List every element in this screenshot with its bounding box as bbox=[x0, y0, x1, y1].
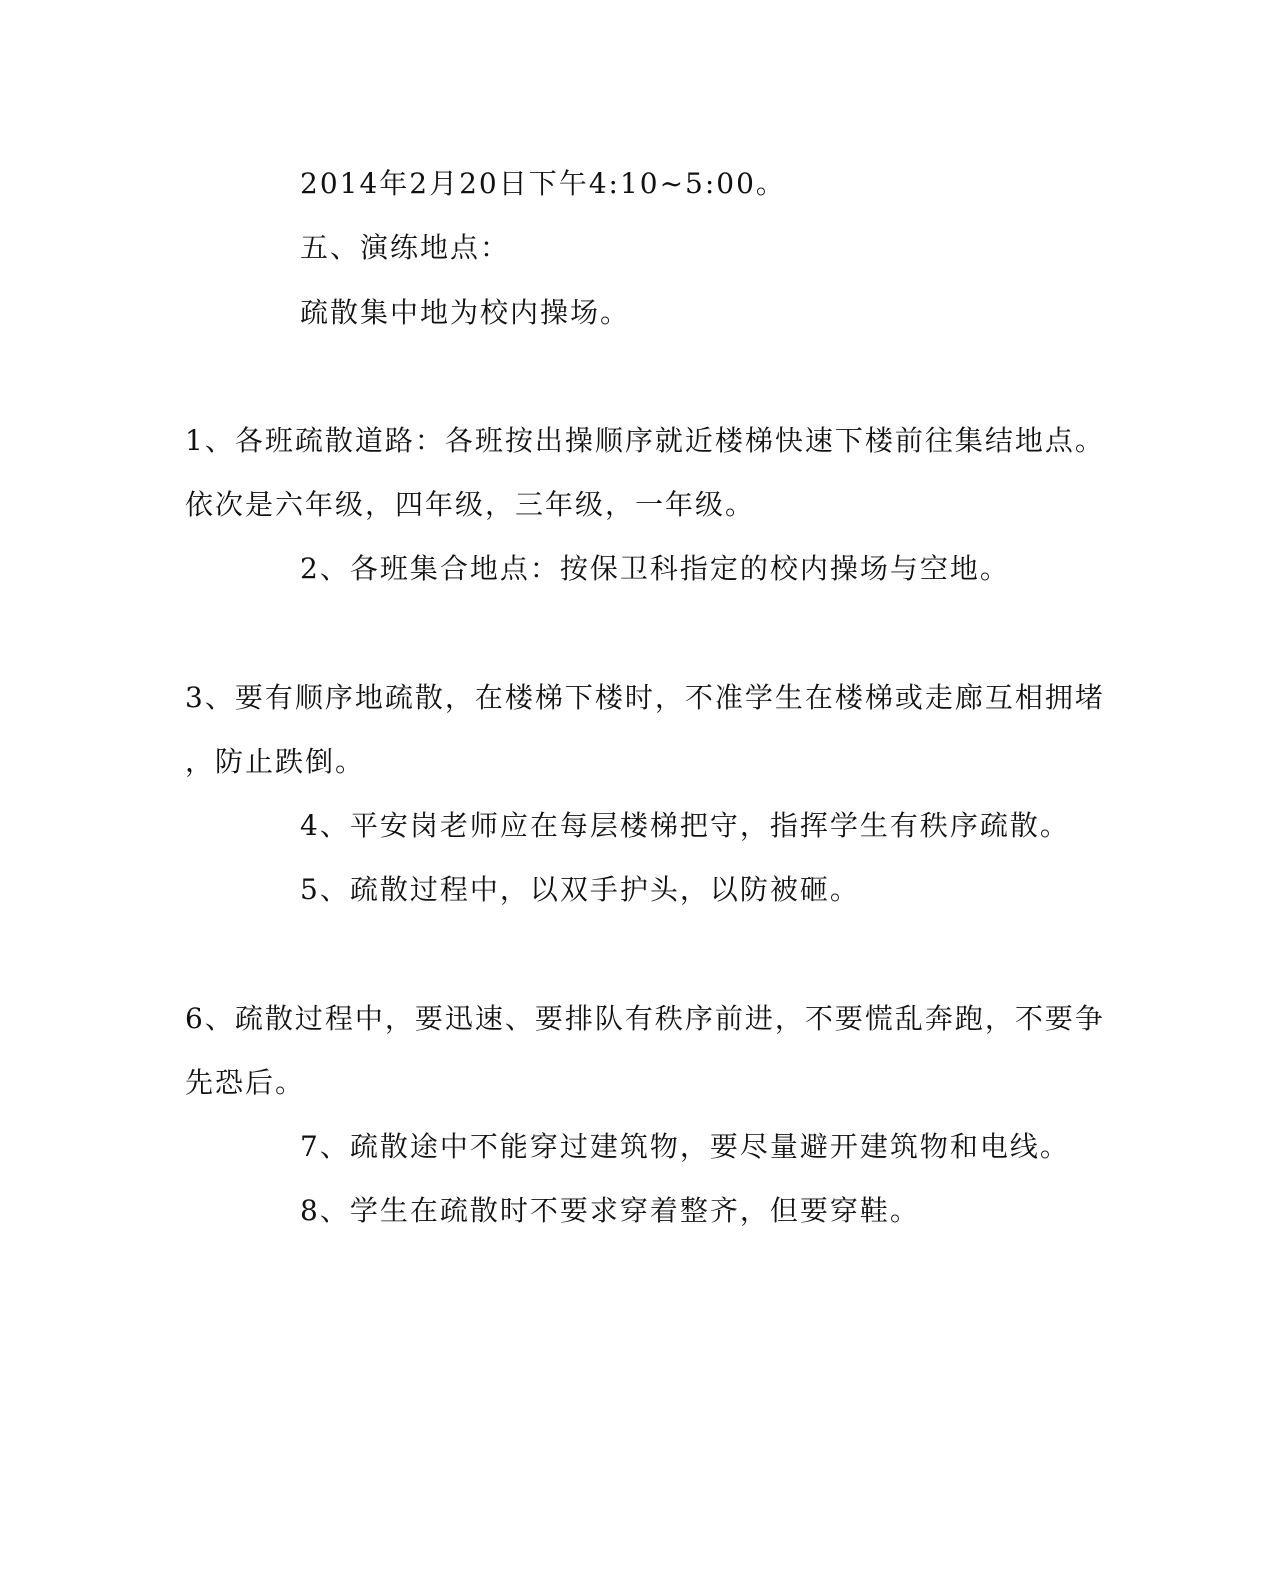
item-3-line-2: ，防止跌倒。 bbox=[185, 745, 366, 778]
item-7: 7、疏散途中不能穿过建筑物，要尽量避开建筑物和电线。 bbox=[300, 1130, 1070, 1163]
item-3-line-1: 3、要有顺序地疏散，在楼梯下楼时，不准学生在楼梯或走廊互相拥堵 bbox=[185, 681, 1105, 714]
item-6-line-2: 先恐后。 bbox=[185, 1066, 306, 1099]
section-heading-location: 五、演练地点： bbox=[300, 231, 511, 264]
location-text: 疏散集中地为校内操场。 bbox=[300, 296, 631, 329]
item-5: 5、疏散过程中，以双手护头，以防被砸。 bbox=[300, 873, 860, 906]
item-4: 4、平安岗老师应在每层楼梯把守，指挥学生有秩序疏散。 bbox=[300, 809, 1070, 842]
item-2: 2、各班集合地点：按保卫科指定的校内操场与空地。 bbox=[300, 552, 1010, 585]
item-1-line-2: 依次是六年级，四年级，三年级，一年级。 bbox=[185, 488, 756, 521]
item-1-line-1: 1、各班疏散道路：各班按出操顺序就近楼梯快速下楼前往集结地点。 bbox=[185, 424, 1105, 457]
drill-time-text: 2014年2月20日下午4:10~5:00。 bbox=[300, 167, 786, 200]
item-8: 8、学生在疏散时不要求穿着整齐，但要穿鞋。 bbox=[300, 1194, 920, 1227]
item-6-line-1: 6、疏散过程中，要迅速、要排队有秩序前进，不要慌乱奔跑，不要争 bbox=[185, 1002, 1105, 1035]
